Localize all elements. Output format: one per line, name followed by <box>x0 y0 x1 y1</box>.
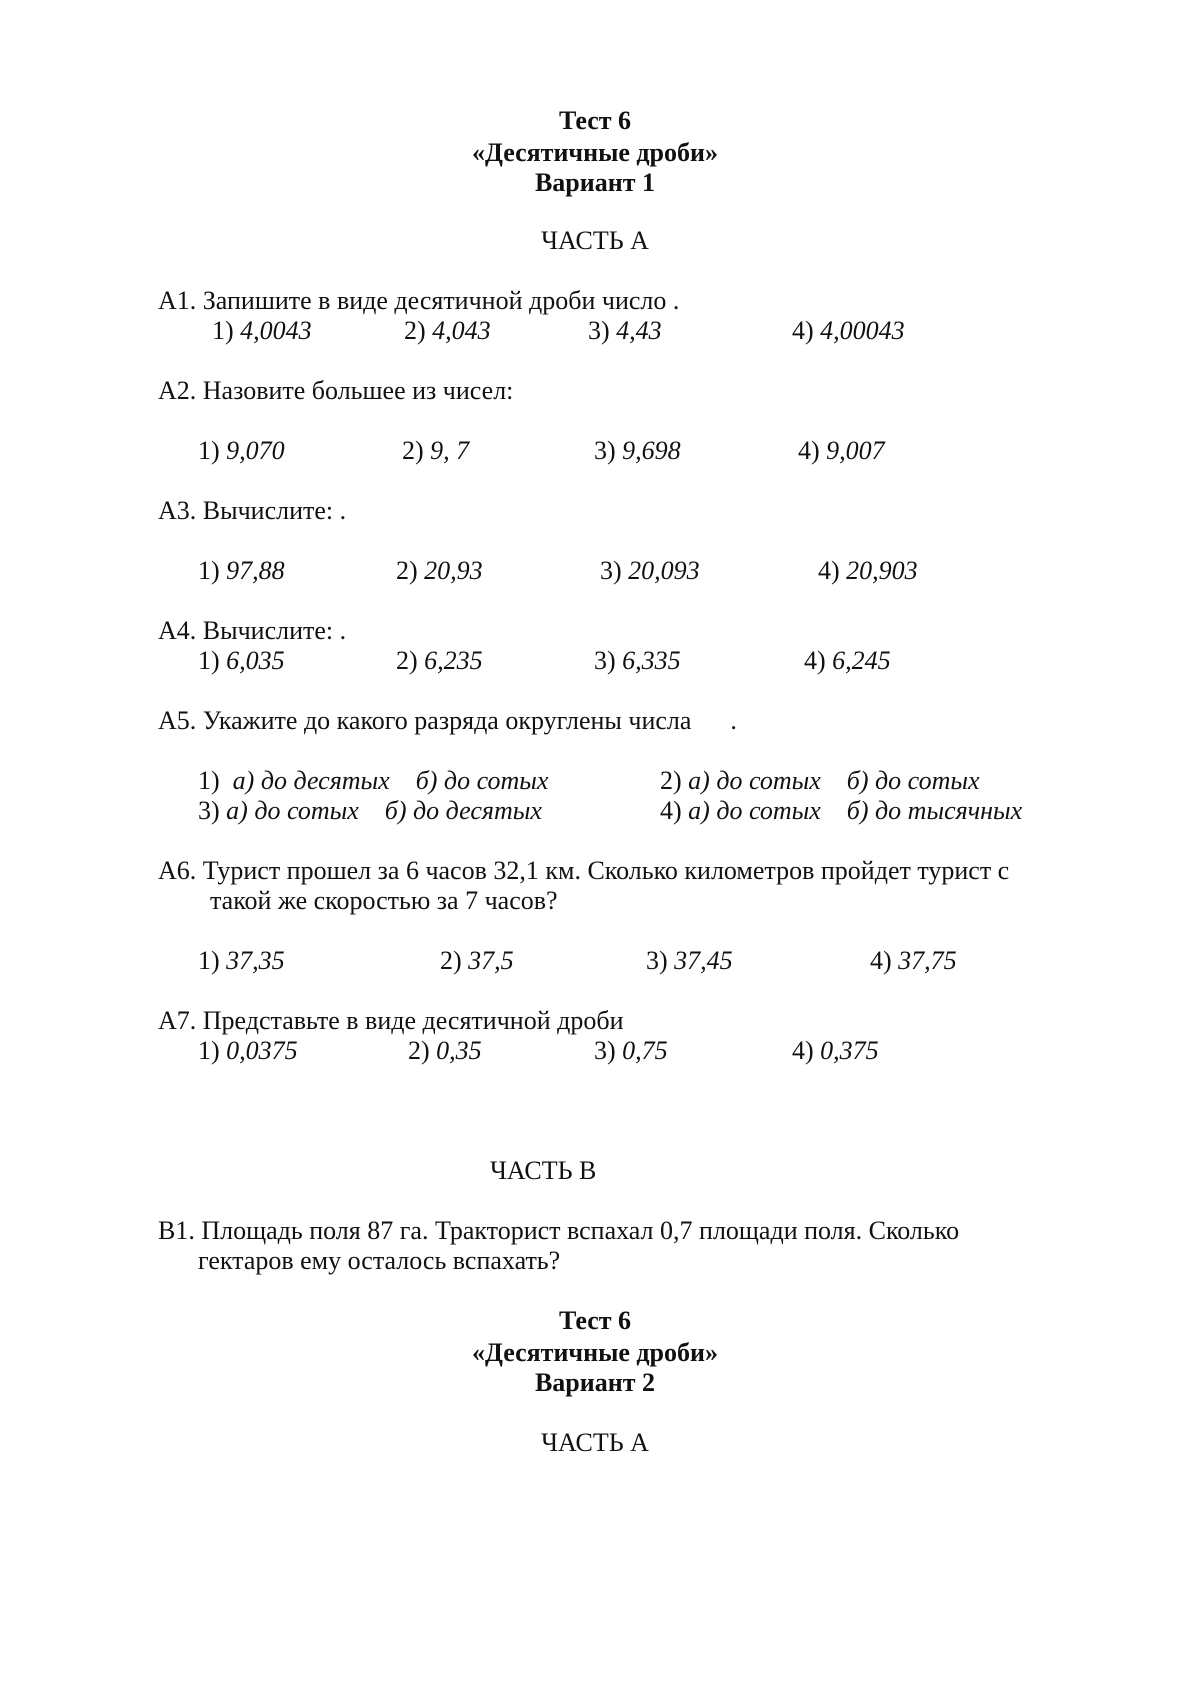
option-a3-1: 1) 97,88 <box>198 556 285 585</box>
variant-label: Вариант 1 <box>534 168 656 197</box>
option-a2-2: 2) 9, 7 <box>402 436 470 465</box>
test-title: Тест 6 <box>558 106 632 135</box>
option-a3-4: 4) 20,903 <box>818 556 918 585</box>
question-a4: А4. Вычислите: . <box>158 616 347 645</box>
option-a6-4: 4) 37,75 <box>870 946 957 975</box>
question-a6: А6. Турист прошел за 6 часов 32,1 км. Сколько километров пройдет турист с <box>158 856 1010 885</box>
option-a5-1: 1) а) до десятых б) до сотых <box>198 766 549 795</box>
variant-label-2: Вариант 2 <box>534 1368 656 1397</box>
part-b-heading: ЧАСТЬ В <box>490 1156 597 1185</box>
question-a3: А3. Вычислите: . <box>158 496 347 525</box>
question-a1: А1. Запишите в виде десятичной дроби число . <box>158 286 680 315</box>
option-a6-3: 3) 37,45 <box>646 946 733 975</box>
option-a4-1: 1) 6,035 <box>198 646 285 675</box>
option-a5-4: 4) а) до сотых б) до тысячных <box>660 796 1023 825</box>
test-title-variant2: Тест 6 <box>558 1306 632 1335</box>
question-b1: В1. Площадь поля 87 га. Тракторист вспахал 0,7 площади поля. Сколько <box>158 1216 960 1245</box>
test-subtitle-variant2: «Десятичные дроби» <box>472 1338 718 1367</box>
question-a7: А7. Представьте в виде десятичной дроби <box>158 1006 624 1035</box>
option-a5-2: 2) а) до сотых б) до сотых <box>660 766 980 795</box>
option-a1-1: 1) 4,0043 <box>212 316 312 345</box>
option-a4-2: 2) 6,235 <box>396 646 483 675</box>
option-a3-3: 3) 20,093 <box>600 556 700 585</box>
question-a2: А2. Назовите большее из чисел: <box>158 376 514 405</box>
test-subtitle: «Десятичные дроби» <box>472 138 718 167</box>
option-a3-2: 2) 20,93 <box>396 556 483 585</box>
option-a7-4: 4) 0,375 <box>792 1036 879 1065</box>
option-a7-1: 1) 0,0375 <box>198 1036 298 1065</box>
part-a-heading-variant2: ЧАСТЬ А <box>541 1428 649 1457</box>
option-a2-4: 4) 9,007 <box>798 436 885 465</box>
part-a-heading: ЧАСТЬ А <box>541 226 649 255</box>
option-a6-2: 2) 37,5 <box>440 946 514 975</box>
option-a1-3: 3) 4,43 <box>588 316 662 345</box>
option-a4-4: 4) 6,245 <box>804 646 891 675</box>
option-a6-1: 1) 37,35 <box>198 946 285 975</box>
option-a2-3: 3) 9,698 <box>594 436 681 465</box>
option-a1-4: 4) 4,00043 <box>792 316 905 345</box>
option-a7-2: 2) 0,35 <box>408 1036 482 1065</box>
option-a4-3: 3) 6,335 <box>594 646 681 675</box>
option-a7-3: 3) 0,75 <box>594 1036 668 1065</box>
question-a6-continued: такой же скоростью за 7 часов? <box>210 886 558 915</box>
question-b1-continued: гектаров ему осталось вспахать? <box>198 1246 561 1275</box>
option-a2-1: 1) 9,070 <box>198 436 285 465</box>
option-a1-2: 2) 4,043 <box>404 316 491 345</box>
question-a5: А5. Укажите до какого разряда округлены числа . <box>158 706 737 735</box>
option-a5-3: 3) а) до сотых б) до десятых <box>198 796 542 825</box>
